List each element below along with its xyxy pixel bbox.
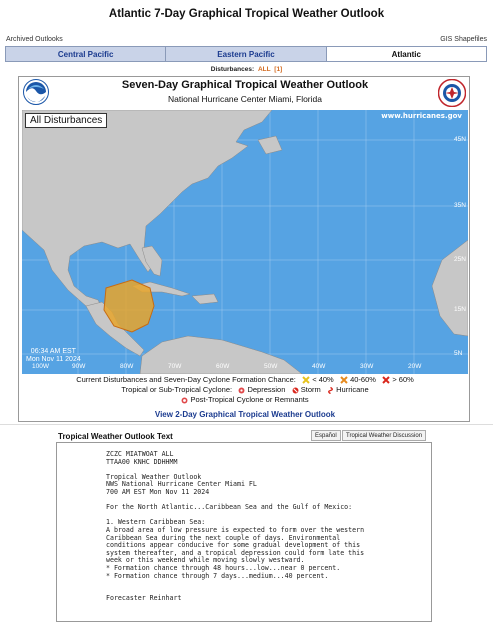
disturbance-1-link[interactable]: [1] xyxy=(274,66,283,73)
map-panel xyxy=(22,110,468,374)
section-divider xyxy=(0,424,493,425)
legend-cyclone-row xyxy=(19,385,471,395)
lon-label: 80W xyxy=(120,363,134,370)
legend-formation-row xyxy=(19,375,471,385)
tab-atlantic[interactable]: Atlantic xyxy=(327,47,486,61)
disturbances-label: Disturbances: xyxy=(210,66,255,73)
timestamp-time: 06:34 AM EST xyxy=(30,348,76,355)
outlook-text-heading: Tropical Weather Outlook Text xyxy=(58,432,173,441)
legend-cyclone-label: Tropical or Sub-Tropical Cyclone: xyxy=(121,385,233,394)
graphic-subtitle: National Hurricane Center Miami, Florida xyxy=(167,94,322,104)
legend-depression: Depression xyxy=(247,385,286,394)
all-disturbances-label: All Disturbances xyxy=(25,113,107,128)
low-chance-x-icon xyxy=(302,376,310,384)
legend xyxy=(19,375,471,405)
legend-low: < 40% xyxy=(312,375,334,384)
legend-high: > 60% xyxy=(392,375,414,384)
legend-post-tropical: Post-Tropical Cyclone or Remnants xyxy=(190,395,309,404)
lon-label: 100W xyxy=(32,363,49,370)
medium-chance-x-icon xyxy=(340,376,348,384)
website-label: www.hurricanes.gov xyxy=(381,112,462,120)
legend-medium: 40-60% xyxy=(350,375,376,384)
lat-label: 15N xyxy=(454,306,466,313)
espanol-button[interactable]: Español xyxy=(311,430,341,441)
issuance-timestamp xyxy=(26,348,81,364)
two-day-outlook-link[interactable]: View 2-Day Graphical Tropical Weather Outlook xyxy=(154,410,336,419)
outlook-text-body: ZCZC MIATWOAT ALL TTAA00 KNHC DDHHMM Tropical Weather Outlook NWS National Hurricane Center Miami FL 700 AM EST Mon Nov 11 2024 For the North Atlantic...Caribbean Sea and the Gulf of Mexico: 1. Western Caribbean Sea: A broad area of low pressure is expected to form over the western Caribbean Sea during the next couple of days. Environmental conditions appear conducive for some gradual development of this system thereafter, and a tropical depression could form late this week or this weekend while moving slowly westward. * Formation chance through 48 hours...low...near 0 percent. * Formation chance through 7 days...medium...40 percent. Forecaster Reinhart xyxy=(106,450,365,603)
gis-shapefiles-link[interactable]: GIS Shapefiles xyxy=(440,36,487,43)
lat-label: 5N xyxy=(454,350,463,357)
map-svg xyxy=(22,110,468,374)
lat-label: 45N xyxy=(454,136,466,143)
hurricane-icon xyxy=(327,387,334,394)
lon-label: 40W xyxy=(312,363,326,370)
archived-outlooks-link[interactable]: Archived Outlooks xyxy=(6,36,63,43)
post-tropical-icon xyxy=(181,397,188,404)
tropical-weather-discussion-button[interactable]: Tropical Weather Discussion xyxy=(342,430,426,441)
depression-icon xyxy=(238,387,245,394)
page-title: Atlantic 7-Day Graphical Tropical Weather Outlook xyxy=(108,8,385,20)
legend-storm: Storm xyxy=(300,385,321,394)
legend-formation-label: Current Disturbances and Seven-Day Cyclone Formation Chance: xyxy=(76,375,296,384)
high-chance-x-icon xyxy=(382,376,390,384)
lon-label: 90W xyxy=(72,363,86,370)
disturbances-selector xyxy=(0,66,493,73)
lon-label: 60W xyxy=(216,363,230,370)
lon-label: 30W xyxy=(360,363,374,370)
outlook-graphic xyxy=(18,76,470,422)
lat-label: 35N xyxy=(454,202,466,209)
lon-label: 20W xyxy=(408,363,422,370)
nws-logo-icon xyxy=(438,79,466,107)
storm-icon xyxy=(292,387,299,394)
graphic-title: Seven-Day Graphical Tropical Weather Outlook xyxy=(121,79,369,91)
lon-label: 70W xyxy=(168,363,182,370)
basin-tabs xyxy=(5,46,487,62)
legend-hurricane: Hurricane xyxy=(336,385,369,394)
tab-central-pacific[interactable]: Central Pacific xyxy=(6,47,166,61)
timestamp-date: Mon Nov 11 2024 xyxy=(26,356,81,363)
disturbances-all-link[interactable]: ALL xyxy=(257,66,271,73)
outlook-text-box xyxy=(56,442,432,622)
lon-label: 50W xyxy=(264,363,278,370)
lat-label: 25N xyxy=(454,256,466,263)
tab-eastern-pacific[interactable]: Eastern Pacific xyxy=(166,47,326,61)
legend-post-row xyxy=(19,395,471,405)
